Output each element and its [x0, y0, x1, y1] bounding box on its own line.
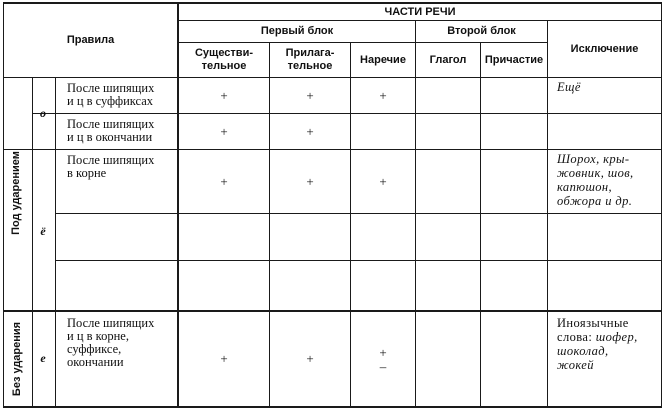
header-parts-of-speech: ЧАСТИ РЕЧИ	[384, 5, 456, 18]
table-border-right	[661, 2, 662, 408]
mark-adverb: + –	[379, 345, 387, 374]
header-second-block: Второй блок	[447, 25, 516, 37]
exception-examples: шофер, шоколад, жокей	[557, 330, 638, 372]
exception-text: Шорох, кры- жовник, шов, капюшон, обжора и др.	[557, 152, 634, 208]
vowel-o: о	[40, 106, 46, 120]
grid-line	[3, 310, 662, 312]
mark-adjective: +	[306, 88, 314, 103]
header-adverb: Наречие	[360, 53, 406, 66]
exception-text	[557, 316, 638, 372]
exception-prefix: Иноязычные слова:	[557, 316, 629, 344]
grid-line	[269, 42, 270, 408]
mark-noun: +	[220, 124, 228, 139]
header-adjective: Прилага- тельное	[285, 47, 335, 72]
mark-adverb: +	[379, 174, 387, 189]
header-first-block: Первый блок	[260, 25, 334, 37]
table-border-bottom	[3, 406, 662, 408]
grid-line	[415, 20, 416, 408]
mark-adjective: +	[306, 124, 314, 139]
grid-line	[480, 42, 481, 408]
header-verb: Глагол	[429, 53, 467, 66]
grid-line	[32, 113, 662, 114]
rule-text: После шипящих и ц в окончании	[67, 117, 155, 144]
mark-adjective: +	[306, 351, 314, 366]
grid-line	[55, 260, 662, 261]
exception-text: Ещё	[557, 80, 581, 94]
rule-text: После шипящих в корне	[67, 153, 155, 180]
grid-line	[350, 42, 351, 408]
header-participle: Причастие	[484, 53, 544, 66]
rule-text: После шипящих и ц в суффиксах	[67, 81, 155, 108]
grid-line	[3, 149, 662, 150]
vowel-yo: ё	[40, 224, 46, 238]
header-rules: Правила	[66, 34, 115, 46]
rule-text: После шипящих и ц в корне, суффиксе, окончании	[67, 316, 155, 369]
grid-line	[547, 20, 548, 408]
grid-line	[55, 77, 56, 408]
mark-noun: +	[220, 88, 228, 103]
header-exception: Исключение	[570, 42, 639, 55]
grid-line	[55, 213, 662, 214]
group-label-stressed: Под ударением	[10, 151, 22, 235]
mark-noun: +	[220, 351, 228, 366]
vowel-e: е	[40, 351, 46, 365]
group-label-unstressed: Без ударения	[11, 321, 23, 397]
mark-noun: +	[220, 174, 228, 189]
header-noun: Существи- тельное	[194, 47, 253, 72]
mark-adverb: +	[379, 88, 387, 103]
grid-line	[3, 77, 662, 78]
mark-adjective: +	[306, 174, 314, 189]
